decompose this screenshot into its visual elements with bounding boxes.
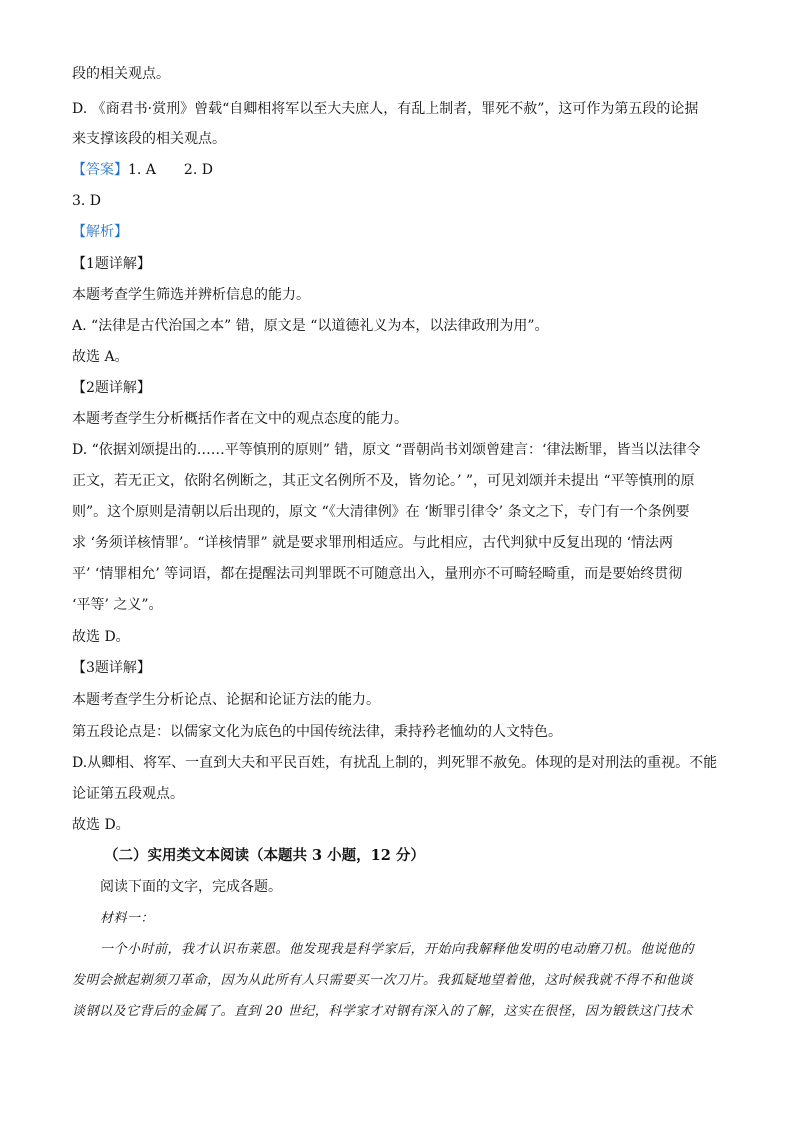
text-line: 段的相关观点。 [72, 66, 170, 82]
q1-heading: 【1题详解】 [72, 256, 151, 272]
text-line: 本题考查学生分析概括作者在文中的观点态度的能力。 [72, 411, 408, 427]
text-line: 故选 A。 [72, 349, 129, 365]
text-line: D. “依据刘颂提出的……平等慎刑的原则” 错，原文 “晋朝尚书刘颂曾建言：‘律法断罪，皆当以法律令 [72, 442, 701, 458]
text-line: 本题考查学生分析论点、论据和论证方法的能力。 [72, 692, 380, 708]
material-label: 材料一： [100, 911, 155, 926]
answer-tag: 【答案】 [72, 162, 128, 178]
text-line: 平’ ‘情罪相允’ 等词语，都在提醒法司判罪既不可随意出入，量刑亦不可畸轻畸重，而是要始终贯彻 [72, 566, 683, 582]
text-line: D. 《商君书·赏刑》曾载“自卿相将军以至大夫庶人，有乱上制者，罪死不赦”，这可作为第五段的论据 [72, 101, 699, 117]
text-line: 论证第五段观点。 [72, 786, 184, 802]
text-line: 则”。这个原则是清朝以后出现的，原文 “《大清律例》在 ‘断罪引律令’ 条文之下，专门有一个条例要 [72, 504, 690, 520]
text-line: 故选 D。 [72, 629, 130, 645]
text-line: 正文，若无正文，依附名例断之，其正文名例所不及，皆勿论。’ ”，可见刘颂并未提出 “平等慎刑的原 [72, 473, 695, 489]
text-line: 来支撑该段的相关观点。 [72, 131, 226, 147]
section-title: （二）实用类文本阅读（本题共 3 小题，12 分） [104, 847, 425, 864]
text-line: D.从卿相、将军、一直到大夫和平民百姓，有扰乱上制的，判死罪不赦免。体现的是对刑法的重视。不能 [72, 755, 718, 771]
material-line: 谈钢以及它背后的金属了。直到 20 世纪，科学家才对钢有深入的了解，这实在很怪，因为锻铁这门技术 [72, 1004, 693, 1019]
text-line: 故选 D。 [72, 817, 130, 833]
instruction-line: 阅读下面的文字，完成各题。 [100, 879, 282, 895]
text-line: A. “法律是古代治国之本” 错，原文是 “以道德礼义为本，以法律政刑为用”。 [72, 318, 549, 334]
material-line: 一个小时前，我才认识布莱恩。他发现我是科学家后，开始向我解释他发明的电动磨刀机。他说他的 [100, 942, 695, 957]
analysis-tag: 【解析】 [72, 224, 128, 240]
q2-heading: 【2题详解】 [72, 380, 151, 396]
answer-line [72, 160, 722, 180]
text-line: 求 ‘务须详核情罪’。“详核情罪” 就是要求罪刑相适应。与此相应，古代判狱中反复出现的 ‘情法两 [72, 535, 674, 551]
text-line: 本题考查学生筛选并辨析信息的能力。 [72, 287, 310, 303]
q3-heading: 【3题详解】 [72, 660, 151, 676]
text-line: 3. D [72, 193, 102, 209]
answer-text: 1. A 2. D [128, 162, 213, 178]
text-line: 第五段论点是：以儒家文化为底色的中国传统法律，秉持矜老恤幼的人文特色。 [72, 724, 562, 740]
text-line: ‘平等’ 之义”。 [72, 597, 163, 613]
material-line: 发明会掀起剃须刀革命，因为从此所有人只需要买一次刀片。我狐疑地望着他，这时候我就不得不和他谈 [72, 973, 694, 988]
